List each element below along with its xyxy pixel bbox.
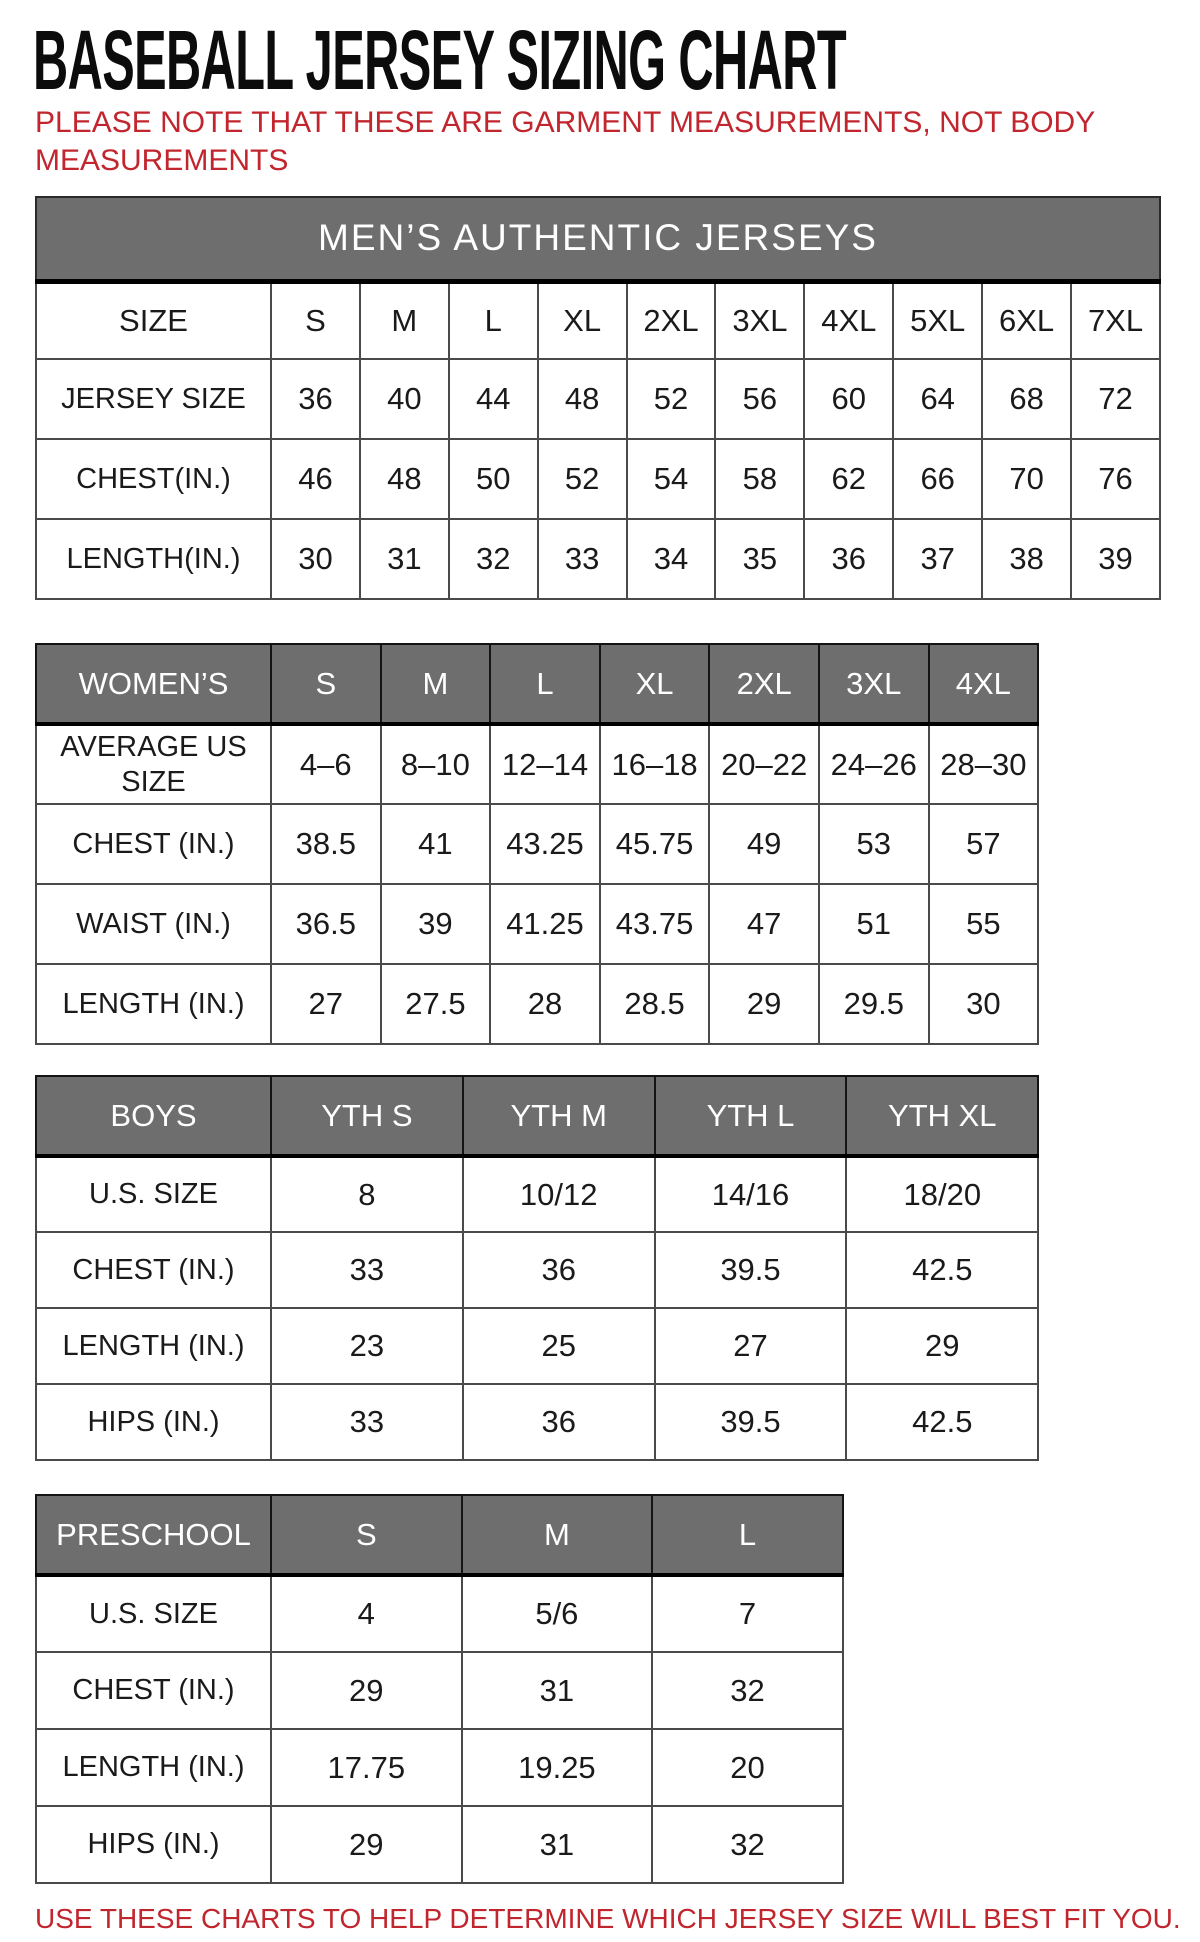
mens-sizing-table — [35, 196, 1161, 600]
womens-col-header: L — [490, 644, 600, 724]
preschool-cell: 5/6 — [462, 1575, 653, 1652]
mens-row-label: CHEST(IN.) — [36, 439, 271, 519]
mens-cell: 34 — [627, 519, 716, 599]
boys-cell: 27 — [655, 1308, 847, 1384]
garment-note-line1: PLEASE NOTE THAT THESE ARE GARMENT MEASUREMENTS, NOT BODY — [35, 106, 1096, 139]
womens-cell: 27 — [271, 964, 381, 1044]
womens-cell: 55 — [929, 884, 1039, 964]
boys-cell: 14/16 — [655, 1156, 847, 1232]
preschool-cell: 20 — [652, 1729, 843, 1806]
boys-row-label: U.S. SIZE — [36, 1156, 271, 1232]
mens-header-label: SIZE — [36, 281, 271, 359]
mens-col-header: 3XL — [715, 281, 804, 359]
mens-cell: 39 — [1071, 519, 1160, 599]
boys-cell: 25 — [463, 1308, 655, 1384]
mens-table-row — [36, 359, 1160, 439]
boys-cell: 33 — [271, 1232, 463, 1308]
mens-cell: 46 — [271, 439, 360, 519]
boys-row-label: LENGTH (IN.) — [36, 1308, 271, 1384]
womens-cell: 8–10 — [381, 724, 491, 804]
mens-cell: 76 — [1071, 439, 1160, 519]
preschool-table-row — [36, 1729, 843, 1806]
preschool-cell: 7 — [652, 1575, 843, 1652]
womens-cell: 49 — [709, 804, 819, 884]
boys-table-row — [36, 1232, 1038, 1308]
womens-cell: 51 — [819, 884, 929, 964]
mens-row-label: JERSEY SIZE — [36, 359, 271, 439]
womens-table-row — [36, 964, 1038, 1044]
mens-cell: 52 — [627, 359, 716, 439]
preschool-row-label: U.S. SIZE — [36, 1575, 271, 1652]
mens-banner-title: MEN’S AUTHENTIC JERSEYS — [36, 197, 1160, 281]
mens-cell: 30 — [271, 519, 360, 599]
boys-row-label: HIPS (IN.) — [36, 1384, 271, 1460]
womens-cell: 47 — [709, 884, 819, 964]
page-title: BASEBALL JERSEY SIZING CHART — [33, 13, 847, 107]
womens-cell: 36.5 — [271, 884, 381, 964]
womens-row-label: LENGTH (IN.) — [36, 964, 271, 1044]
boys-cell: 8 — [271, 1156, 463, 1232]
womens-col-header: 3XL — [819, 644, 929, 724]
boys-table-row — [36, 1156, 1038, 1232]
womens-cell: 43.25 — [490, 804, 600, 884]
womens-sizing-table-wrap — [35, 643, 1039, 1045]
mens-cell: 35 — [715, 519, 804, 599]
boys-header-label: BOYS — [36, 1076, 271, 1156]
mens-cell: 72 — [1071, 359, 1160, 439]
boys-col-header: YTH S — [271, 1076, 463, 1156]
womens-col-header: XL — [600, 644, 710, 724]
garment-note-line2: MEASUREMENTS — [35, 144, 289, 177]
boys-sizing-table — [35, 1075, 1039, 1461]
boys-row-label: CHEST (IN.) — [36, 1232, 271, 1308]
mens-col-header: M — [360, 281, 449, 359]
womens-col-header: M — [381, 644, 491, 724]
mens-cell: 33 — [538, 519, 627, 599]
mens-col-header: XL — [538, 281, 627, 359]
womens-cell: 39 — [381, 884, 491, 964]
womens-cell: 12–14 — [490, 724, 600, 804]
preschool-col-header: S — [271, 1495, 462, 1575]
mens-cell: 62 — [804, 439, 893, 519]
boys-col-header: YTH M — [463, 1076, 655, 1156]
boys-col-header: YTH XL — [846, 1076, 1038, 1156]
mens-table-row — [36, 519, 1160, 599]
womens-table-row — [36, 724, 1038, 804]
mens-col-header: 5XL — [893, 281, 982, 359]
mens-col-header: S — [271, 281, 360, 359]
mens-cell: 56 — [715, 359, 804, 439]
preschool-sizing-table-wrap — [35, 1494, 844, 1884]
preschool-col-header: M — [462, 1495, 653, 1575]
womens-row-label: CHEST (IN.) — [36, 804, 271, 884]
womens-row-label: WAIST (IN.) — [36, 884, 271, 964]
womens-cell: 24–26 — [819, 724, 929, 804]
womens-col-header: 4XL — [929, 644, 1039, 724]
mens-cell: 44 — [449, 359, 538, 439]
preschool-table-row — [36, 1652, 843, 1729]
womens-header-label: WOMEN’S — [36, 644, 271, 724]
boys-cell: 39.5 — [655, 1232, 847, 1308]
womens-cell: 57 — [929, 804, 1039, 884]
mens-cell: 64 — [893, 359, 982, 439]
preschool-row-label: CHEST (IN.) — [36, 1652, 271, 1729]
boys-cell: 10/12 — [463, 1156, 655, 1232]
womens-cell: 41.25 — [490, 884, 600, 964]
womens-cell: 4–6 — [271, 724, 381, 804]
womens-cell: 29.5 — [819, 964, 929, 1044]
fit-advice-footer: USE THESE CHARTS TO HELP DETERMINE WHICH JERSEY SIZE WILL BEST FIT YOU. — [35, 1903, 1181, 1934]
preschool-cell: 4 — [271, 1575, 462, 1652]
womens-row-label: AVERAGE US SIZE — [36, 724, 271, 804]
womens-cell: 43.75 — [600, 884, 710, 964]
boys-cell: 36 — [463, 1232, 655, 1308]
womens-cell: 16–18 — [600, 724, 710, 804]
womens-cell: 38.5 — [271, 804, 381, 884]
mens-cell: 54 — [627, 439, 716, 519]
womens-cell: 28 — [490, 964, 600, 1044]
mens-cell: 32 — [449, 519, 538, 599]
boys-cell: 39.5 — [655, 1384, 847, 1460]
boys-cell: 36 — [463, 1384, 655, 1460]
mens-cell: 40 — [360, 359, 449, 439]
preschool-cell: 29 — [271, 1806, 462, 1883]
womens-cell: 30 — [929, 964, 1039, 1044]
preschool-cell: 19.25 — [462, 1729, 653, 1806]
mens-cell: 70 — [982, 439, 1071, 519]
boys-col-header: YTH L — [655, 1076, 847, 1156]
womens-sizing-table — [35, 643, 1039, 1045]
preschool-col-header: L — [652, 1495, 843, 1575]
preschool-cell: 31 — [462, 1806, 653, 1883]
boys-cell: 23 — [271, 1308, 463, 1384]
preschool-cell: 29 — [271, 1652, 462, 1729]
mens-cell: 36 — [271, 359, 360, 439]
mens-col-header: 4XL — [804, 281, 893, 359]
mens-cell: 68 — [982, 359, 1071, 439]
mens-cell: 60 — [804, 359, 893, 439]
womens-cell: 53 — [819, 804, 929, 884]
boys-sizing-table-wrap — [35, 1075, 1039, 1461]
mens-col-header: 6XL — [982, 281, 1071, 359]
womens-table-row — [36, 884, 1038, 964]
preschool-cell: 32 — [652, 1652, 843, 1729]
womens-cell: 27.5 — [381, 964, 491, 1044]
preschool-row-label: HIPS (IN.) — [36, 1806, 271, 1883]
womens-table-row — [36, 804, 1038, 884]
boys-cell: 42.5 — [846, 1384, 1038, 1460]
womens-col-header: 2XL — [709, 644, 819, 724]
mens-cell: 66 — [893, 439, 982, 519]
boys-cell: 42.5 — [846, 1232, 1038, 1308]
womens-cell: 28–30 — [929, 724, 1039, 804]
mens-col-header: 2XL — [627, 281, 716, 359]
mens-cell: 36 — [804, 519, 893, 599]
mens-cell: 58 — [715, 439, 804, 519]
mens-cell: 48 — [538, 359, 627, 439]
preschool-sizing-table — [35, 1494, 844, 1884]
mens-cell: 50 — [449, 439, 538, 519]
mens-col-header: L — [449, 281, 538, 359]
mens-cell: 31 — [360, 519, 449, 599]
preschool-table-row — [36, 1806, 843, 1883]
mens-col-header: 7XL — [1071, 281, 1160, 359]
mens-cell: 37 — [893, 519, 982, 599]
boys-cell: 33 — [271, 1384, 463, 1460]
womens-cell: 41 — [381, 804, 491, 884]
womens-cell: 28.5 — [600, 964, 710, 1044]
mens-cell: 38 — [982, 519, 1071, 599]
preschool-cell: 31 — [462, 1652, 653, 1729]
mens-cell: 52 — [538, 439, 627, 519]
boys-cell: 18/20 — [846, 1156, 1038, 1232]
boys-table-row — [36, 1308, 1038, 1384]
preschool-cell: 32 — [652, 1806, 843, 1883]
boys-cell: 29 — [846, 1308, 1038, 1384]
preschool-cell: 17.75 — [271, 1729, 462, 1806]
womens-cell: 20–22 — [709, 724, 819, 804]
womens-cell: 29 — [709, 964, 819, 1044]
mens-sizing-table-wrap — [35, 196, 1161, 600]
womens-col-header: S — [271, 644, 381, 724]
womens-cell: 45.75 — [600, 804, 710, 884]
preschool-table-row — [36, 1575, 843, 1652]
preschool-header-label: PRESCHOOL — [36, 1495, 271, 1575]
preschool-row-label: LENGTH (IN.) — [36, 1729, 271, 1806]
boys-table-row — [36, 1384, 1038, 1460]
mens-cell: 48 — [360, 439, 449, 519]
mens-table-row — [36, 439, 1160, 519]
mens-row-label: LENGTH(IN.) — [36, 519, 271, 599]
